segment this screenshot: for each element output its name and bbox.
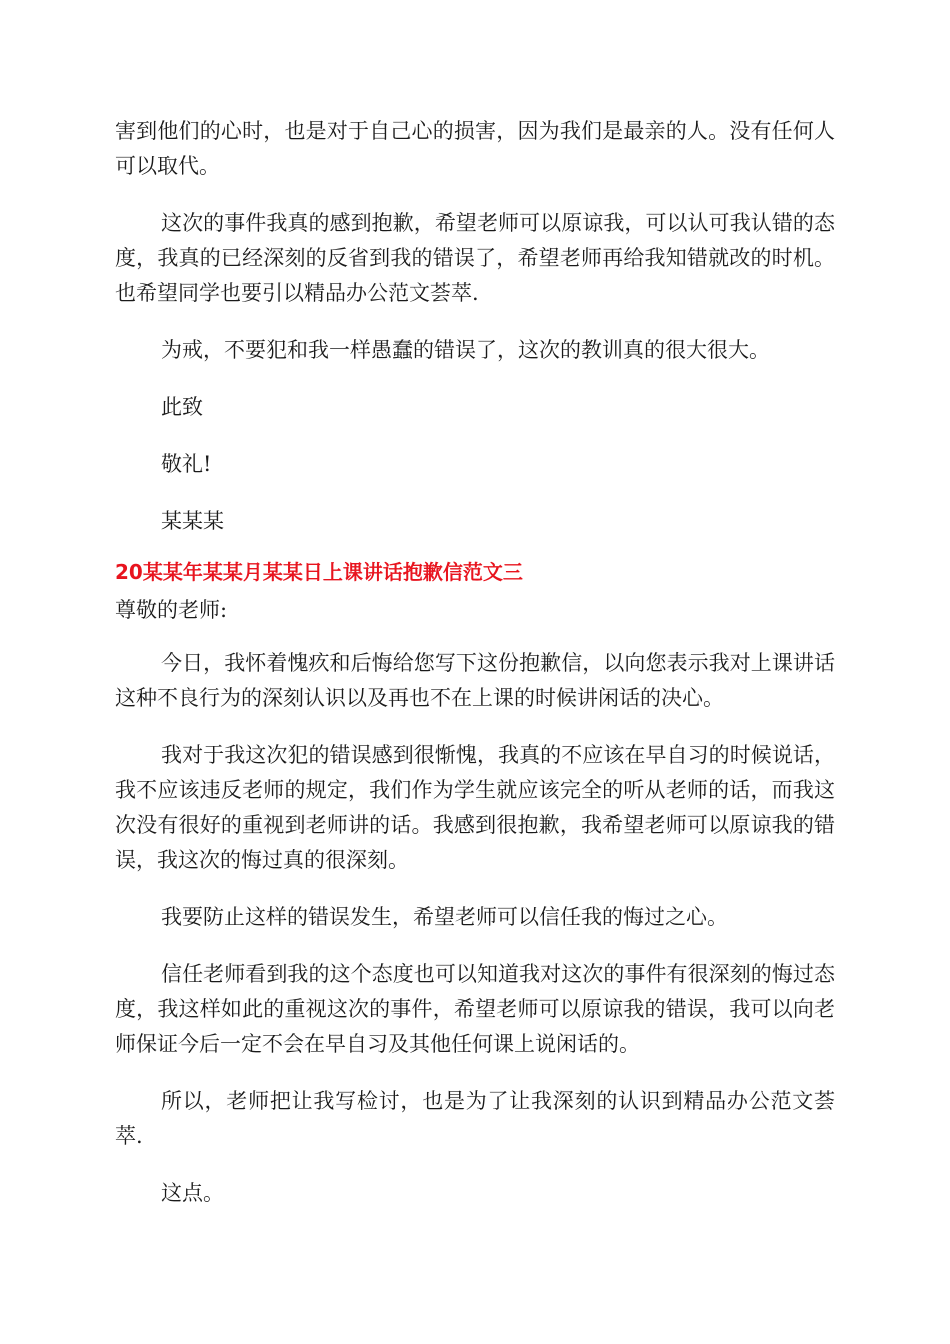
body-paragraph: 信任老师看到我的这个态度也可以知道我对这次的事件有很深刻的悔过态度，我这样如此的重视这次的事件，希望老师可以原谅我的错误，我可以向老师保证今后一定不会在早自习及其他任何课上说闲话的。 [115,962,835,1056]
body-paragraph: 所以，老师把让我写检讨，也是为了让我深刻的认识到精品办公范文荟萃. [115,1089,835,1148]
body-paragraph: 今日，我怀着愧疚和后悔给您写下这份抱歉信，以向您表示我对上课讲话这种不良行为的深刻认识以及再也不在上课的时候讲闲话的决心。 [115,651,835,710]
body-paragraph: 我要防止这样的错误发生，希望老师可以信任我的悔过之心。 [161,905,728,929]
signature: 某某某 [161,509,224,533]
section-heading: 20某某年某某月某某日上课讲话抱歉信范文三 [115,560,523,584]
paragraph-warning: 为戒，不要犯和我一样愚蠢的错误了，这次的教训真的很大很大。 [161,338,770,362]
paragraph-apology: 这次的事件我真的感到抱歉，希望老师可以原谅我，可以认可我认错的态度，我真的已经深刻的反省到我的错误了，希望老师再给我知错就改的时机。也希望同学也要引以精品办公范文荟萃. [115,211,835,305]
closing-line-1: 此致 [161,395,203,419]
body-paragraph: 这点。 [161,1181,224,1205]
closing-line-2: 敬礼! [161,452,212,476]
salutation: 尊敬的老师: [115,598,228,622]
paragraph-continued: 害到他们的心时，也是对于自己心的损害，因为我们是最亲的人。没有任何人可以取代。 [115,119,835,178]
document-page [115,114,835,1211]
body-paragraph: 我对于我这次犯的错误感到很惭愧，我真的不应该在早自习的时候说话，我不应该违反老师的规定，我们作为学生就应该完全的听从老师的话，而我这次没有很好的重视到老师讲的话。我感到很抱歉，我希望老师可以原谅我的错误，我这次的悔过真的很深刻。 [115,743,835,872]
